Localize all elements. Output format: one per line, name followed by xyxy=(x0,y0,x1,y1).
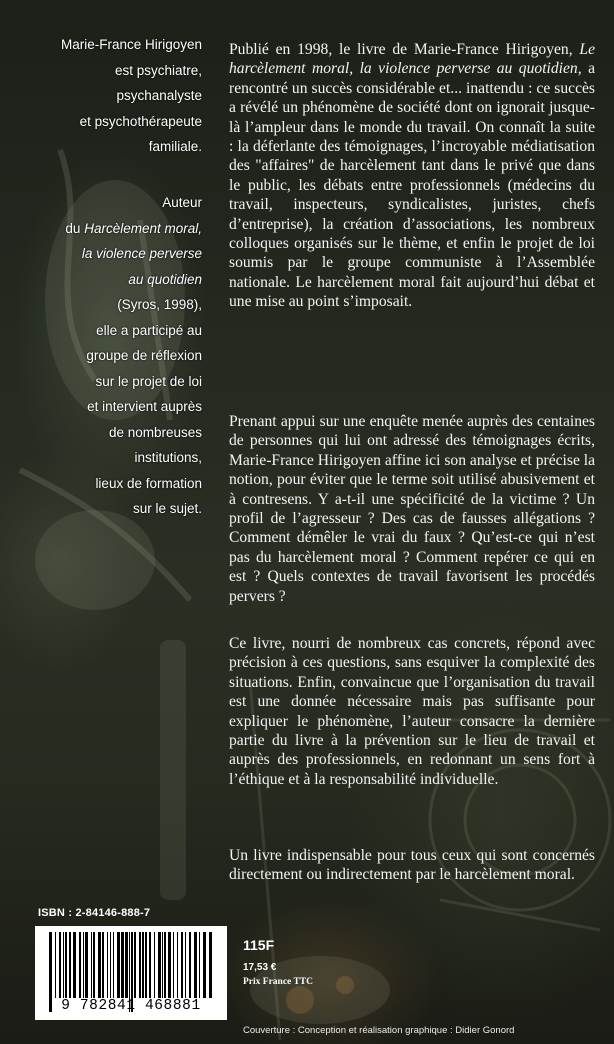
bio-line: Marie-France Hirigoyen xyxy=(60,37,202,52)
barcode-bar xyxy=(139,932,141,998)
barcode-bar xyxy=(117,932,120,998)
barcode-digits: 9 782841 468881 xyxy=(61,998,201,1014)
bio-line: de nombreuses xyxy=(108,424,202,440)
barcode xyxy=(35,926,227,1020)
barcode-bar xyxy=(83,932,84,998)
barcode-bar xyxy=(162,932,163,998)
barcode-bar xyxy=(149,932,151,998)
barcode-bar xyxy=(125,932,128,998)
barcode-bar xyxy=(93,932,95,998)
barcode-bar xyxy=(134,932,136,998)
bio-line: lieux de formation xyxy=(95,475,202,491)
book-title: Le harcèlement moral, la violence perverse au quotidien xyxy=(229,41,595,78)
barcode-bar xyxy=(59,932,61,998)
bio-line: institutions, xyxy=(134,450,202,465)
barcode-bar xyxy=(158,932,161,998)
barcode-bar xyxy=(142,932,144,998)
bio-line: Auteur xyxy=(162,195,202,210)
barcode-bar xyxy=(173,932,174,998)
barcode-bar xyxy=(98,932,101,998)
barcode-bar xyxy=(189,932,191,998)
barcode-bar xyxy=(85,932,88,998)
bio-line: est psychiatre, xyxy=(114,62,202,78)
cover-credits: Couverture : Conception et réalisation graphique : Didier Gonord xyxy=(243,1025,515,1036)
barcode-bar xyxy=(203,932,206,998)
isbn-label: ISBN : 2-84146-888-7 xyxy=(38,907,151,919)
barcode-bar xyxy=(91,932,92,998)
barcode-bar xyxy=(177,932,178,998)
paragraph-text: Ce livre, nourri de nombreux cas concrets, répond avec précision à ces questions, sans esquiver la complexité des situations. Enfin, convaincue que l’organisation du travail est une donnée nécessaire mais pas suffisante pour expliquer le phénomène, l’auteur consacre la dernière partie du livre à la prévention sur le lieu de travail et auprès des professionnels, en redonnant un sens fort à l’éthique et à la responsabilité individuelle. xyxy=(229,635,595,788)
paragraph-intro: Publié en 1998, le livre de Marie-France Hirigoyen, xyxy=(229,41,580,58)
price-franc: 115F xyxy=(243,937,275,953)
barcode-bar xyxy=(63,932,64,998)
bio-line: et intervient auprès xyxy=(87,399,202,414)
barcode-bar xyxy=(73,932,76,998)
barcode-bar xyxy=(102,932,104,998)
paragraph-text: Un livre indispensable pour tous ceux qui sont concernés directement ou indirectement par le harcèlement moral. xyxy=(229,847,595,884)
barcode-bar xyxy=(154,932,155,998)
bio-line: sur le projet de loi xyxy=(95,373,202,389)
barcode-bar xyxy=(164,932,166,998)
bio-book-title: Harcèlement moral, xyxy=(84,220,202,236)
blurb-paragraph-3 xyxy=(229,634,595,789)
blurb-paragraph-4 xyxy=(229,846,595,885)
paragraph-text xyxy=(229,40,595,312)
bio-line: la violence perverse xyxy=(81,246,202,261)
bio-line-fragment: du xyxy=(65,220,85,236)
barcode-bar xyxy=(107,932,108,998)
bio-line: familiale. xyxy=(148,139,202,154)
blurb-paragraph-1 xyxy=(229,40,595,312)
author-bio-intro xyxy=(40,32,202,160)
barcode-bar xyxy=(79,932,81,998)
bio-line: (Syros, 1998), xyxy=(117,297,202,312)
blurb-paragraph-2 xyxy=(229,412,595,606)
barcode-bar xyxy=(110,932,111,998)
price-euro: 17,53 € xyxy=(243,962,277,973)
paragraph-text: Prenant appui sur une enquête menée auprès des centaines de personnes qui lui ont adressé des témoignages écrits, Marie-France Hirigoyen affine ici son analyse et précise la notion, pour éviter que le terme soit utilisé abusivement et à contresens. Y a-t-il une spécificité de la victime ? Un profil de l’agresseur ? Des cas de fausses allégations ? Comment démêler le vrai du faux ? Qu’est-ce qui n’est pas du harcèlement moral ? Comment repérer ce qui en est ? Quels contextes de travail favorisent les procédés pervers ? xyxy=(229,413,596,605)
bio-line: sur le sujet. xyxy=(132,501,202,516)
barcode-bar xyxy=(65,932,67,998)
price-note: Prix France TTC xyxy=(243,977,314,987)
barcode-bar xyxy=(55,932,56,998)
bio-line: psychanalyste xyxy=(116,88,202,103)
bio-line: groupe de réflexion xyxy=(86,348,202,363)
barcode-bar xyxy=(113,932,114,998)
barcode-bar xyxy=(185,932,186,998)
paragraph-rest: , a rencontré un succès considérable et... inattendu : ce succès a révélé un phénomène de société dont on ignorait jusque-là l’ampleur dans le monde du travail. On connaît la suite : la déferlante des témoignages, l’incroyable médiatisation des "affaires" de harcèlement tant dans le privé que dans le public, les débats entre professionnels (médecins du travail, inspecteurs, syndicalistes, juristes, chefs d’entreprise), la création d’associations, les nombreux colloques organisés sur le thème, et enfin le projet de loi soumis par le groupe communiste à l’Assemblée nationale. Le harcèlement moral fait aujourd’hui débat et une mise au point s’imposait. xyxy=(229,60,596,311)
barcode-bar xyxy=(69,932,71,998)
bio-line: elle a participé au xyxy=(96,322,202,338)
bio-line: et psychothérapeute xyxy=(79,113,202,129)
bio-line: au quotidien xyxy=(128,271,202,287)
barcode-bar xyxy=(145,932,147,998)
barcode-bar xyxy=(209,932,212,998)
barcode-bar xyxy=(194,932,197,998)
barcode-bar xyxy=(121,932,124,998)
barcode-bar xyxy=(181,932,183,998)
author-bio-works xyxy=(40,190,202,522)
bio-line xyxy=(40,216,202,242)
barcode-bar xyxy=(168,932,171,998)
barcode-bar xyxy=(199,932,200,998)
